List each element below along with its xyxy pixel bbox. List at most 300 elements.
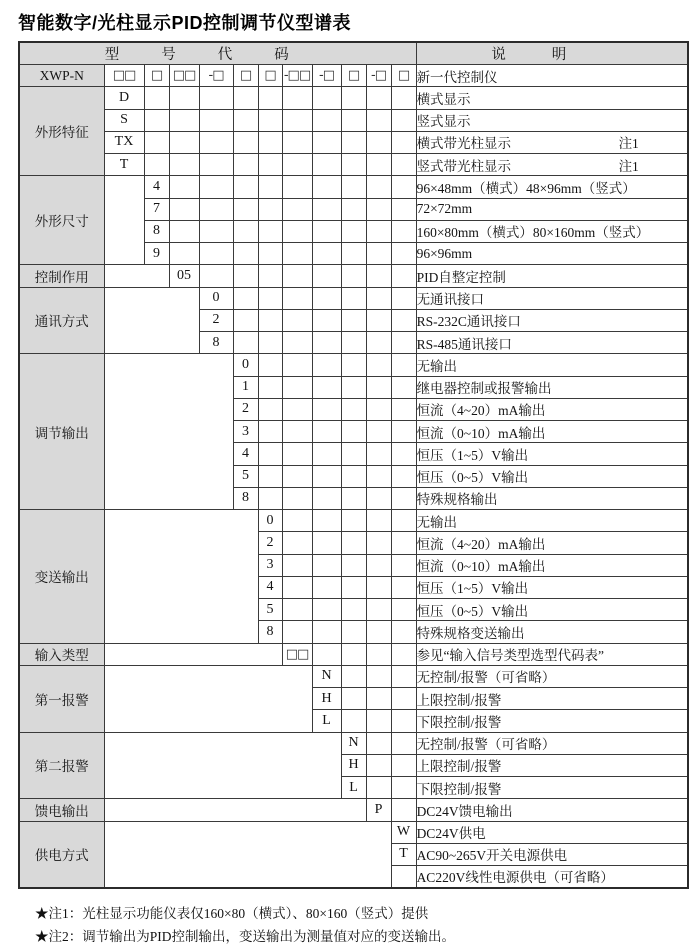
description-cell: PID自整定控制 <box>416 265 688 287</box>
grid-cell <box>282 554 312 576</box>
grid-cell <box>366 643 391 665</box>
description-cell: 恒压（0~5）V输出 <box>416 465 688 487</box>
merged-blank-cell <box>104 176 144 265</box>
grid-cell <box>312 354 341 376</box>
code-cell: 0 <box>233 354 258 376</box>
grid-cell <box>366 243 391 265</box>
grid-cell <box>169 198 199 220</box>
grid-cell <box>341 243 366 265</box>
grid-cell <box>391 309 416 331</box>
grid-cell <box>258 465 282 487</box>
grid-cell <box>258 309 282 331</box>
grid-cell <box>366 220 391 242</box>
grid-cell <box>391 599 416 621</box>
grid-cell <box>144 109 169 131</box>
section-label-transmit-output: 变送输出 <box>19 510 104 644</box>
grid-cell <box>341 532 366 554</box>
grid-cell <box>366 777 391 799</box>
grid-cell <box>282 354 312 376</box>
grid-cell <box>199 154 233 176</box>
description-cell: 无控制/报警（可省略） <box>416 732 688 754</box>
grid-cell <box>199 243 233 265</box>
merged-blank-cell <box>104 510 258 644</box>
code-box-cell: □ <box>341 65 366 87</box>
grid-cell <box>312 265 341 287</box>
grid-cell <box>233 243 258 265</box>
grid-cell <box>341 576 366 598</box>
grid-cell <box>341 510 366 532</box>
grid-cell <box>366 309 391 331</box>
grid-cell <box>282 621 312 643</box>
grid-cell <box>341 154 366 176</box>
grid-cell <box>341 309 366 331</box>
merged-blank-cell <box>104 354 233 510</box>
grid-cell <box>391 732 416 754</box>
section-label-feed-output: 馈电输出 <box>19 799 104 821</box>
grid-cell <box>341 554 366 576</box>
grid-cell <box>258 443 282 465</box>
section-label-appearance: 外形特征 <box>19 87 104 176</box>
merged-blank-cell <box>104 821 391 888</box>
grid-cell <box>312 487 341 509</box>
code-cell: 3 <box>258 554 282 576</box>
code-cell: 9 <box>144 243 169 265</box>
grid-cell <box>312 131 341 153</box>
grid-cell <box>312 532 341 554</box>
merged-blank-cell <box>104 287 199 354</box>
code-cell: L <box>312 710 341 732</box>
grid-cell <box>282 487 312 509</box>
description-cell: 96×48mm（横式）48×96mm（竖式） <box>416 176 688 198</box>
section-label-control-action: 控制作用 <box>19 265 104 287</box>
grid-cell <box>391 287 416 309</box>
code-cell <box>391 866 416 888</box>
code-cell: 7 <box>144 198 169 220</box>
grid-cell <box>366 576 391 598</box>
description-cell: 160×80mm（横式）80×160mm（竖式） <box>416 220 688 242</box>
code-cell: 2 <box>199 309 233 331</box>
note-2: ★注2：调节输出为PID控制输出，变送输出为测量值对应的变送输出。 <box>35 928 456 944</box>
description-cell: 恒流（0~10）mA输出 <box>416 421 688 443</box>
grid-cell <box>233 131 258 153</box>
grid-cell <box>282 465 312 487</box>
grid-cell <box>341 398 366 420</box>
grid-cell <box>199 265 233 287</box>
grid-cell <box>233 309 258 331</box>
grid-cell <box>391 332 416 354</box>
grid-cell <box>312 154 341 176</box>
grid-cell <box>391 532 416 554</box>
grid-cell <box>282 443 312 465</box>
grid-cell <box>341 332 366 354</box>
page-title: 智能数字/光柱显示PID控制调节仪型谱表 <box>18 13 352 33</box>
grid-cell <box>366 532 391 554</box>
note-reference: 注1 <box>618 158 639 174</box>
grid-cell <box>391 354 416 376</box>
grid-cell <box>312 176 341 198</box>
grid-cell <box>366 599 391 621</box>
grid-cell <box>144 154 169 176</box>
footnotes <box>35 902 700 948</box>
grid-cell <box>258 87 282 109</box>
header-description: 说明 <box>416 42 688 65</box>
code-box-cell: □ <box>233 65 258 87</box>
description-cell: AC90~265V开关电源供电 <box>416 843 688 865</box>
grid-cell <box>282 176 312 198</box>
grid-cell <box>233 154 258 176</box>
grid-cell <box>312 87 341 109</box>
note-1: ★注1：光柱显示功能仪表仅160×80（横式）、80×160（竖式）提供 <box>35 905 429 921</box>
grid-cell <box>282 154 312 176</box>
grid-cell <box>366 131 391 153</box>
grid-cell <box>391 688 416 710</box>
description-cell: 下限控制/报警 <box>416 777 688 799</box>
section-label-alarm2: 第二报警 <box>19 732 104 799</box>
grid-cell <box>341 710 366 732</box>
merged-blank-cell <box>104 799 366 821</box>
grid-cell <box>391 576 416 598</box>
grid-cell <box>233 332 258 354</box>
grid-cell <box>199 198 233 220</box>
grid-cell <box>391 421 416 443</box>
grid-cell <box>312 198 341 220</box>
description-cell: 特殊规格变送输出 <box>416 621 688 643</box>
grid-cell <box>282 421 312 443</box>
grid-cell <box>391 465 416 487</box>
code-box-cell: -□ <box>199 65 233 87</box>
grid-cell <box>391 154 416 176</box>
grid-cell <box>391 487 416 509</box>
grid-cell <box>341 688 366 710</box>
grid-cell <box>391 510 416 532</box>
grid-cell <box>391 621 416 643</box>
description-cell: 恒压（0~5）V输出 <box>416 599 688 621</box>
grid-cell <box>366 154 391 176</box>
description-cell: AC220V线性电源供电（可省略） <box>416 866 688 888</box>
grid-cell <box>199 87 233 109</box>
grid-cell <box>312 510 341 532</box>
note-reference: 注1 <box>618 136 639 152</box>
grid-cell <box>169 220 199 242</box>
grid-cell <box>366 421 391 443</box>
grid-cell <box>199 131 233 153</box>
grid-cell <box>282 576 312 598</box>
grid-cell <box>258 243 282 265</box>
code-cell: 2 <box>258 532 282 554</box>
description-cell: 恒流（0~10）mA输出 <box>416 554 688 576</box>
description-cell: 竖式显示 <box>416 109 688 131</box>
grid-cell <box>233 198 258 220</box>
grid-cell <box>341 220 366 242</box>
grid-cell <box>282 131 312 153</box>
code-cell: 4 <box>233 443 258 465</box>
description-cell: 恒压（1~5）V输出 <box>416 443 688 465</box>
grid-cell <box>366 176 391 198</box>
grid-cell <box>366 198 391 220</box>
grid-cell <box>169 131 199 153</box>
grid-cell <box>312 465 341 487</box>
grid-cell <box>282 287 312 309</box>
description-cell: 无输出 <box>416 354 688 376</box>
code-cell: 8 <box>258 621 282 643</box>
grid-cell <box>391 220 416 242</box>
description-cell: 无控制/报警（可省略） <box>416 665 688 687</box>
grid-cell <box>258 198 282 220</box>
grid-cell <box>366 332 391 354</box>
grid-cell <box>366 109 391 131</box>
merged-blank-cell <box>104 643 282 665</box>
grid-cell <box>233 87 258 109</box>
grid-cell <box>366 443 391 465</box>
description-cell: 参见“输入信号类型选型代码表” <box>416 643 688 665</box>
code-cell: 8 <box>199 332 233 354</box>
code-cell: 3 <box>233 421 258 443</box>
grid-cell <box>366 487 391 509</box>
code-cell: 0 <box>199 287 233 309</box>
section-label-regulate-output: 调节输出 <box>19 354 104 510</box>
code-box-cell: □□ <box>282 643 312 665</box>
grid-cell <box>341 465 366 487</box>
description-cell: 96×96mm <box>416 243 688 265</box>
grid-cell <box>258 421 282 443</box>
grid-cell <box>312 220 341 242</box>
grid-cell <box>258 398 282 420</box>
grid-cell <box>282 398 312 420</box>
code-cell: P <box>366 799 391 821</box>
code-cell: T <box>104 154 144 176</box>
section-label-input-type: 输入类型 <box>19 643 104 665</box>
code-cell: 8 <box>144 220 169 242</box>
grid-cell <box>144 131 169 153</box>
grid-cell <box>144 87 169 109</box>
grid-cell <box>391 398 416 420</box>
grid-cell <box>312 332 341 354</box>
grid-cell <box>391 665 416 687</box>
code-cell: S <box>104 109 144 131</box>
grid-cell <box>282 243 312 265</box>
grid-cell <box>282 309 312 331</box>
description-cell: 无输出 <box>416 510 688 532</box>
grid-cell <box>282 332 312 354</box>
grid-cell <box>341 109 366 131</box>
model-code-table <box>18 41 689 889</box>
header-row <box>19 42 688 65</box>
code-box-cell: □ <box>391 65 416 87</box>
description-cell: 特殊规格输出 <box>416 487 688 509</box>
code-cell: 1 <box>233 376 258 398</box>
grid-cell <box>366 376 391 398</box>
grid-cell <box>233 287 258 309</box>
header-model-code: 型号代码 <box>19 42 416 65</box>
grid-cell <box>341 376 366 398</box>
grid-cell <box>391 265 416 287</box>
description-cell: RS-485通讯接口 <box>416 332 688 354</box>
code-cell: 5 <box>258 599 282 621</box>
grid-cell <box>341 354 366 376</box>
grid-cell <box>199 220 233 242</box>
code-cell: 2 <box>233 398 258 420</box>
grid-cell <box>366 265 391 287</box>
code-cell: 05 <box>169 265 199 287</box>
description-cell: 恒流（4~20）mA输出 <box>416 532 688 554</box>
grid-cell <box>312 398 341 420</box>
grid-cell <box>341 287 366 309</box>
grid-cell <box>312 287 341 309</box>
grid-cell <box>391 243 416 265</box>
grid-cell <box>341 87 366 109</box>
code-box-cell: -□□ <box>282 65 312 87</box>
grid-cell <box>366 465 391 487</box>
grid-cell <box>391 87 416 109</box>
grid-cell <box>341 131 366 153</box>
grid-cell <box>341 265 366 287</box>
grid-cell <box>282 376 312 398</box>
grid-cell <box>341 421 366 443</box>
grid-cell <box>282 109 312 131</box>
description-cell: 恒压（1~5）V输出 <box>416 576 688 598</box>
grid-cell <box>366 710 391 732</box>
grid-cell <box>391 799 416 821</box>
grid-cell <box>366 688 391 710</box>
grid-cell <box>312 621 341 643</box>
grid-cell <box>341 176 366 198</box>
grid-cell <box>233 220 258 242</box>
code-cell: H <box>341 754 366 776</box>
section-label-communication: 通讯方式 <box>19 287 104 354</box>
code-box-cell: □□ <box>104 65 144 87</box>
grid-cell <box>169 109 199 131</box>
grid-cell <box>233 176 258 198</box>
grid-cell <box>312 376 341 398</box>
grid-cell <box>199 109 233 131</box>
grid-cell <box>258 154 282 176</box>
grid-cell <box>366 398 391 420</box>
code-cell: W <box>391 821 416 843</box>
code-cell: T <box>391 843 416 865</box>
description-text: 竖式带光柱显示 <box>416 158 512 174</box>
code-cell: 8 <box>233 487 258 509</box>
description-cell <box>416 154 688 176</box>
grid-cell <box>341 665 366 687</box>
grid-cell <box>391 131 416 153</box>
description-cell: 上限控制/报警 <box>416 688 688 710</box>
grid-cell <box>258 354 282 376</box>
description-cell: 72×72mm <box>416 198 688 220</box>
code-box-cell: □□ <box>169 65 199 87</box>
grid-cell <box>258 109 282 131</box>
grid-cell <box>341 643 366 665</box>
grid-cell <box>312 443 341 465</box>
grid-cell <box>312 243 341 265</box>
grid-cell <box>258 176 282 198</box>
grid-cell <box>312 599 341 621</box>
code-box-cell: -□ <box>366 65 391 87</box>
grid-cell <box>391 554 416 576</box>
grid-cell <box>312 643 341 665</box>
grid-cell <box>282 198 312 220</box>
grid-cell <box>391 710 416 732</box>
description-cell: 横式显示 <box>416 87 688 109</box>
grid-cell <box>169 154 199 176</box>
grid-cell <box>391 176 416 198</box>
grid-cell <box>391 376 416 398</box>
section-label-size: 外形尺寸 <box>19 176 104 265</box>
grid-cell <box>258 332 282 354</box>
code-cell: D <box>104 87 144 109</box>
grid-cell <box>233 265 258 287</box>
description-cell: 下限控制/报警 <box>416 710 688 732</box>
grid-cell <box>199 176 233 198</box>
grid-cell <box>282 510 312 532</box>
grid-cell <box>312 554 341 576</box>
description-text: 横式带光柱显示 <box>416 136 512 152</box>
code-cell: H <box>312 688 341 710</box>
grid-cell <box>312 109 341 131</box>
description-cell <box>416 131 688 153</box>
description-cell: 继电器控制或报警输出 <box>416 376 688 398</box>
description-cell: DC24V馈电输出 <box>416 799 688 821</box>
code-cell: N <box>341 732 366 754</box>
grid-cell <box>169 176 199 198</box>
merged-blank-cell <box>104 665 312 732</box>
grid-cell <box>312 421 341 443</box>
grid-cell <box>341 487 366 509</box>
grid-cell <box>391 754 416 776</box>
grid-cell <box>341 198 366 220</box>
grid-cell <box>366 287 391 309</box>
grid-cell <box>391 109 416 131</box>
code-cell: 4 <box>258 576 282 598</box>
description-cell: 上限控制/报警 <box>416 754 688 776</box>
description-cell: 恒流（4~20）mA输出 <box>416 398 688 420</box>
grid-cell <box>366 621 391 643</box>
description-cell: 无通讯接口 <box>416 287 688 309</box>
grid-cell <box>282 220 312 242</box>
grid-cell <box>366 554 391 576</box>
grid-cell <box>312 576 341 598</box>
code-cell: N <box>312 665 341 687</box>
grid-cell <box>258 220 282 242</box>
description-cell: DC24V供电 <box>416 821 688 843</box>
grid-cell <box>282 599 312 621</box>
grid-cell <box>282 265 312 287</box>
description-cell: RS-232C通讯接口 <box>416 309 688 331</box>
grid-cell <box>169 87 199 109</box>
grid-cell <box>391 198 416 220</box>
grid-cell <box>258 287 282 309</box>
grid-cell <box>258 487 282 509</box>
code-cell: L <box>341 777 366 799</box>
grid-cell <box>282 87 312 109</box>
grid-cell <box>341 599 366 621</box>
grid-cell <box>366 754 391 776</box>
grid-cell <box>366 510 391 532</box>
code-cell: 5 <box>233 465 258 487</box>
grid-cell <box>258 376 282 398</box>
grid-cell <box>366 732 391 754</box>
grid-cell <box>391 443 416 465</box>
merged-blank-cell <box>104 732 341 799</box>
code-box-cell: □ <box>144 65 169 87</box>
model-prefix: XWP-N <box>19 65 104 87</box>
grid-cell <box>366 87 391 109</box>
grid-cell <box>258 265 282 287</box>
grid-cell <box>341 443 366 465</box>
grid-cell <box>233 109 258 131</box>
grid-cell <box>391 643 416 665</box>
section-label-power-supply: 供电方式 <box>19 821 104 888</box>
description-cell: 新一代控制仪 <box>416 65 688 87</box>
